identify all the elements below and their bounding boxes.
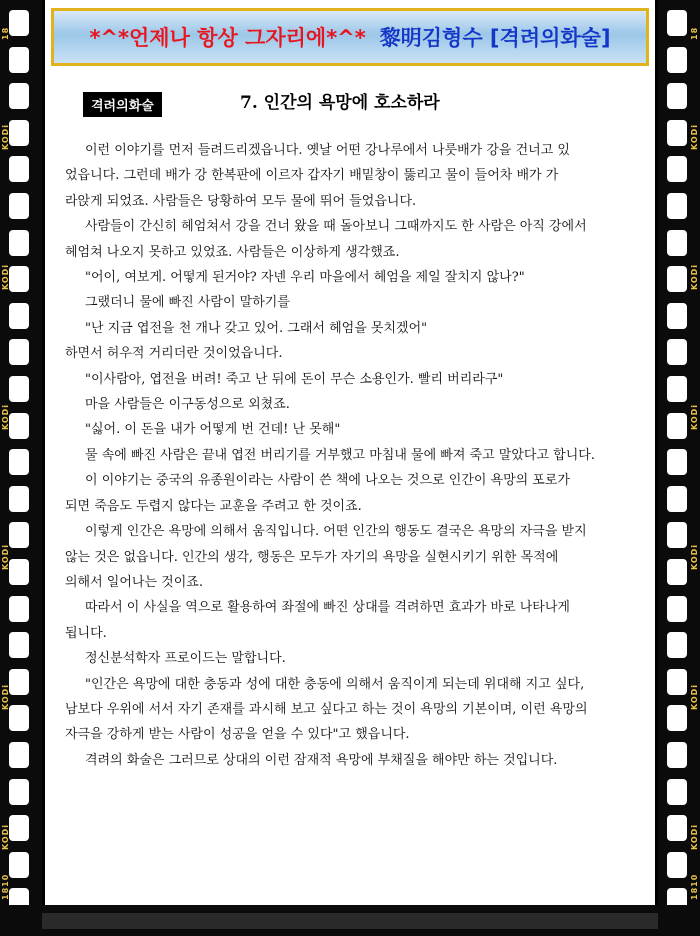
film-edge-label: KODi (1, 403, 10, 430)
film-sprocket-hole (9, 815, 29, 841)
film-sprocket-hole (667, 230, 687, 256)
film-sprocket-hole (667, 742, 687, 768)
film-sprocket-hole (667, 705, 687, 731)
film-sprocket-hole (9, 852, 29, 878)
film-sprocket-hole (9, 266, 29, 292)
film-sprocket-hole (667, 522, 687, 548)
film-sprocket-hole (667, 10, 687, 36)
film-sprocket-hole (667, 376, 687, 402)
film-sprocket-hole (667, 120, 687, 146)
film-edge-label: KODi (1, 263, 10, 290)
film-bottom-edge (0, 905, 700, 936)
film-sprocket-hole (667, 669, 687, 695)
film-edge-label: KODi (1, 123, 10, 150)
film-sprocket-hole (9, 376, 29, 402)
paragraph-line: "어이, 여보게. 어떻게 된거야? 자넨 우리 마을에서 헤엄을 제일 잘치지 않나?" (85, 270, 525, 286)
film-edge-label: KODi (690, 123, 699, 150)
paragraph-line: "인간은 욕망에 대한 충동과 성에 대한 충동에 의해서 움직이게 되는데 위대해 지고 싶다, (85, 676, 585, 692)
film-edge-label: KODi (690, 823, 699, 850)
film-sprocket-hole (667, 339, 687, 365)
film-frame-number: 18 (1, 26, 10, 40)
film-sprocket-hole (9, 339, 29, 365)
paragraph-line: 정신분석학자 프로이드는 말합니다. (85, 651, 286, 667)
film-edge-label: KODi (1, 823, 10, 850)
film-sprocket-hole (9, 156, 29, 182)
paragraph-line: 자극을 강하게 받는 사람이 성공을 얻을 수 있다"고 했읍니다. (65, 727, 410, 743)
film-sprocket-hole (667, 852, 687, 878)
paragraph-line: 격려의 화술은 그러므로 상대의 이런 잠재적 욕망에 부채질을 해야만 하는 것입니다. (85, 752, 558, 768)
film-sprocket-hole (667, 486, 687, 512)
film-bottom-band (42, 913, 658, 929)
paragraph-line: 사람들이 간신히 헤엄쳐서 강을 건너 왔을 때 돌아보니 그때까지도 한 사람은 아직 강에서 (85, 219, 587, 235)
film-sprocket-hole (9, 705, 29, 731)
film-sprocket-hole (667, 83, 687, 109)
film-sprocket-hole (667, 632, 687, 658)
film-sprocket-hole (667, 815, 687, 841)
article-body (65, 138, 637, 773)
film-sprocket-hole (667, 266, 687, 292)
film-perforation-left (0, 0, 42, 936)
paragraph-line: 었읍니다. 그런데 배가 강 한복판에 이르자 갑자기 배밑창이 뚫리고 물이 들어차 배가 가 (65, 168, 559, 184)
header-banner (51, 8, 649, 66)
film-sprocket-hole (667, 559, 687, 585)
film-sprocket-hole (9, 193, 29, 219)
film-sprocket-hole (9, 596, 29, 622)
film-sprocket-hole (667, 303, 687, 329)
film-frame-number: 1810 (1, 873, 10, 900)
film-sprocket-hole (9, 83, 29, 109)
film-perforation-right (658, 0, 700, 936)
paragraph-line: 이렇게 인간은 욕망에 의해서 움직입니다. 어떤 인간의 행동도 결국은 욕망의 자극을 받지 (85, 524, 587, 540)
film-sprocket-hole (9, 303, 29, 329)
document-page (42, 0, 658, 905)
film-sprocket-hole (9, 742, 29, 768)
paragraph-line: "싫어. 이 돈을 내가 어떻게 번 건데! 난 못해" (85, 422, 341, 438)
paragraph-line: 헤엄쳐 나오지 못하고 있었죠. 사람들은 이상하게 생각했죠. (65, 244, 400, 260)
paragraph-line: 그랬더니 물에 빠진 사람이 말하기를 (85, 295, 290, 311)
film-sprocket-hole (667, 779, 687, 805)
paragraph-line: 이런 이야기를 먼저 들려드리겠읍니다. 옛날 어떤 강나루에서 나룻배가 강을 건너고 있 (85, 143, 570, 158)
film-sprocket-hole (9, 632, 29, 658)
film-frame-number: 1810 (690, 873, 699, 900)
film-frame-number: 18 (690, 26, 699, 40)
film-sprocket-hole (667, 193, 687, 219)
paragraph-line: 이 이야기는 중국의 유종원이라는 사람이 쓴 책에 나오는 것으로 인간이 욕망의 포로가 (85, 473, 570, 489)
film-sprocket-hole (9, 120, 29, 146)
film-edge-label: KODi (1, 683, 10, 710)
paragraph-line: "이사람아, 엽전을 버려! 죽고 난 뒤에 돈이 무슨 소용인가. 빨리 버리라구" (85, 371, 504, 387)
paragraph-line: 물 속에 빠진 사람은 끝내 엽전 버리기를 거부했고 마침내 물에 빠져 죽고 말았다고 합니다. (85, 447, 595, 463)
paragraph-line: 않는 것은 없읍니다. 인간의 생각, 행동은 모두가 자기의 욕망을 실현시키기 위한 목적에 (65, 549, 559, 565)
paragraph-line: 남보다 우위에 서서 자기 존재를 과시해 보고 싶다고 하는 것이 욕망의 기본이며, 이런 욕망의 (65, 701, 588, 717)
paragraph-line: 따라서 이 사실을 역으로 활용하여 좌절에 빠진 상대를 격려하면 효과가 바로 나타나게 (85, 600, 570, 616)
paragraph-line: 됩니다. (65, 625, 107, 641)
paragraph-line: 의해서 일어나는 것이죠. (65, 574, 203, 590)
film-sprocket-hole (9, 522, 29, 548)
page-title: 7. 인간의 욕망에 호소하라 (240, 93, 440, 113)
film-sprocket-hole (667, 596, 687, 622)
film-sprocket-hole (9, 230, 29, 256)
film-sprocket-hole (667, 47, 687, 73)
film-sprocket-hole (667, 156, 687, 182)
banner-author-series: 黎明김형수 [격려의화술] (379, 26, 611, 50)
film-sprocket-hole (9, 413, 29, 439)
film-edge-label: KODi (690, 403, 699, 430)
film-sprocket-hole (9, 449, 29, 475)
film-edge-label: KODi (690, 683, 699, 710)
film-edge-label: KODi (1, 543, 10, 570)
film-sprocket-hole (667, 413, 687, 439)
paragraph-line: 라앉게 되었죠. 사람들은 당황하여 모두 물에 뛰어 들었읍니다. (65, 193, 417, 209)
section-tag: 격려의화술 (83, 92, 162, 117)
film-sprocket-hole (9, 779, 29, 805)
banner-slogan: *^*언제나 항상 그자리에*^* (89, 26, 366, 50)
film-sprocket-hole (9, 559, 29, 585)
film-edge-label: KODi (690, 263, 699, 290)
paragraph-line: "난 지금 엽전을 천 개나 갖고 있어. 그래서 헤엄을 못치겠어" (85, 320, 428, 336)
film-edge-label: KODi (690, 543, 699, 570)
paragraph-line: 마을 사람들은 이구동성으로 외쳤죠. (85, 397, 290, 413)
film-sprocket-hole (9, 10, 29, 36)
film-sprocket-hole (9, 47, 29, 73)
paragraph-line: 되면 죽음도 두렵지 않다는 교훈을 주려고 한 것이죠. (65, 498, 362, 514)
film-sprocket-hole (9, 486, 29, 512)
paragraph-line: 하면서 허우적 거리더란 것이었읍니다. (65, 346, 283, 362)
film-sprocket-hole (667, 449, 687, 475)
film-sprocket-hole (9, 669, 29, 695)
